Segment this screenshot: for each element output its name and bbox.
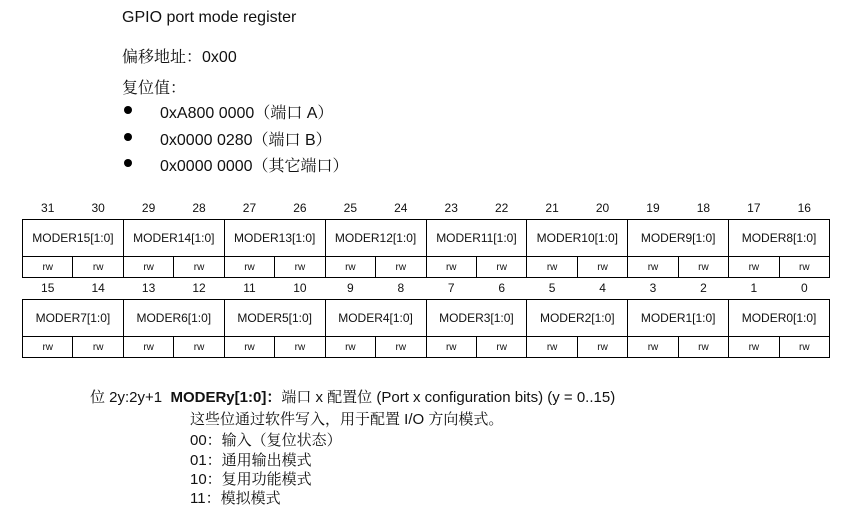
field-name: MODER3[1:0] <box>426 300 527 337</box>
access-type: rw <box>527 337 577 358</box>
reset-value-other-ports <box>160 153 349 176</box>
bit-number: 21 <box>545 201 559 215</box>
offset-address <box>122 44 237 67</box>
field-summary: 端口 x 配置位 (Port x configuration bits) (y = 0..15) <box>281 389 616 406</box>
bit-number: 7 <box>447 281 455 295</box>
reset-note: （其它端口） <box>252 158 349 175</box>
field-name: MODER4[1:0] <box>325 300 426 337</box>
access-type: rw <box>527 257 577 278</box>
access-type: rw <box>678 337 728 358</box>
bit-number: 1 <box>750 281 758 295</box>
access-type: rw <box>123 337 173 358</box>
bit-number: 25 <box>343 201 358 215</box>
bullet-icon <box>124 106 132 114</box>
access-type: rw <box>376 257 426 278</box>
reset-value: 0x0000 0280 <box>160 132 253 149</box>
access-type: rw <box>376 337 426 358</box>
bit-number: 4 <box>599 281 606 295</box>
field-name-bold: MODERy[1:0] <box>170 389 267 406</box>
field-name: MODER0[1:0] <box>729 300 830 337</box>
bit-number: 8 <box>397 281 405 295</box>
access-type: rw <box>174 257 224 278</box>
bit-number: 17 <box>747 201 761 215</box>
access-type: rw <box>275 257 325 278</box>
bit-number: 5 <box>548 281 556 295</box>
field-name: MODER1[1:0] <box>628 300 729 337</box>
field-colon: ： <box>266 389 282 406</box>
mode-option-output: 01：通用输出模式 <box>190 452 312 469</box>
access-type: rw <box>123 257 173 278</box>
bit-number: 6 <box>498 281 505 295</box>
bit-range: 位 2y:2y+1 <box>90 389 163 406</box>
field-name: MODER5[1:0] <box>224 300 325 337</box>
mode-option-input: 00：输入（复位状态） <box>190 432 342 449</box>
bullet-icon <box>124 133 132 141</box>
reset-value-port-a <box>160 100 333 123</box>
bit-number-row <box>23 197 830 220</box>
offset-label: 偏移地址： <box>122 49 203 66</box>
bit-number: 23 <box>444 201 458 215</box>
access-type: rw <box>174 337 224 358</box>
description-line: 这些位通过软件写入，用于配置 I/O 方向模式。 <box>190 411 504 428</box>
field-name: MODER15[1:0] <box>23 220 124 257</box>
bit-number-row <box>23 277 830 300</box>
field-name-row <box>23 300 830 337</box>
bit-number: 29 <box>141 201 156 215</box>
bit-number: 28 <box>192 201 206 215</box>
bullet-icon <box>124 159 132 167</box>
access-type: rw <box>325 337 375 358</box>
bit-number: 19 <box>646 201 660 215</box>
bit-number: 26 <box>293 201 307 215</box>
bit-number: 11 <box>243 281 256 295</box>
bit-number: 31 <box>41 201 55 215</box>
bit-number: 18 <box>696 201 711 215</box>
reset-value-port-b <box>160 127 332 150</box>
access-type: rw <box>23 257 73 278</box>
reset-note: （端口 A） <box>254 105 334 122</box>
register-table-lower <box>22 277 830 358</box>
access-row <box>23 257 830 278</box>
field-name: MODER2[1:0] <box>527 300 628 337</box>
access-type: rw <box>426 337 476 358</box>
bit-number: 15 <box>41 281 55 295</box>
field-name: MODER12[1:0] <box>325 220 426 257</box>
bit-number: 3 <box>649 281 657 295</box>
access-type: rw <box>628 337 678 358</box>
field-name: MODER7[1:0] <box>23 300 124 337</box>
bit-number: 30 <box>91 201 105 215</box>
bit-number: 10 <box>293 281 307 295</box>
access-type: rw <box>779 257 829 278</box>
offset-value: 0x00 <box>202 49 237 66</box>
field-name: MODER8[1:0] <box>729 220 830 257</box>
reset-note: （端口 B） <box>252 132 332 149</box>
access-type: rw <box>729 257 779 278</box>
reset-value-label: 复位值： <box>122 80 187 97</box>
bit-number: 2 <box>700 281 707 295</box>
register-title: GPIO port mode register <box>122 9 297 26</box>
mode-option-alternate: 10：复用功能模式 <box>190 471 312 488</box>
bit-number: 0 <box>800 281 808 295</box>
register-table-upper <box>22 197 830 278</box>
access-type: rw <box>678 257 728 278</box>
access-type: rw <box>476 257 526 278</box>
bit-number: 24 <box>394 201 408 215</box>
bit-number: 14 <box>91 281 105 295</box>
bit-number: 20 <box>595 201 610 215</box>
access-type: rw <box>275 337 325 358</box>
field-name: MODER14[1:0] <box>123 220 224 257</box>
field-name: MODER13[1:0] <box>224 220 325 257</box>
field-name: MODER10[1:0] <box>527 220 628 257</box>
access-type: rw <box>224 337 274 358</box>
access-type: rw <box>73 257 123 278</box>
bit-number: 16 <box>797 201 811 215</box>
field-name: MODER6[1:0] <box>123 300 224 337</box>
access-type: rw <box>577 337 627 358</box>
access-type: rw <box>426 257 476 278</box>
access-type: rw <box>476 337 526 358</box>
bit-number: 13 <box>141 281 156 295</box>
access-type: rw <box>325 257 375 278</box>
access-type: rw <box>224 257 274 278</box>
access-row <box>23 337 830 358</box>
access-type: rw <box>729 337 779 358</box>
reset-value: 0xA800 0000 <box>160 105 255 122</box>
bit-number: 22 <box>494 201 509 215</box>
access-type: rw <box>73 337 123 358</box>
field-description-heading <box>90 386 615 407</box>
bit-number: 12 <box>192 281 206 295</box>
reset-value: 0x0000 0000 <box>160 158 253 175</box>
access-type: rw <box>577 257 627 278</box>
field-name-row <box>23 220 830 257</box>
access-type: rw <box>628 257 678 278</box>
field-name: MODER11[1:0] <box>426 220 527 257</box>
bit-number: 9 <box>347 281 354 295</box>
bit-number: 27 <box>242 201 257 215</box>
access-type: rw <box>779 337 829 358</box>
mode-option-analog: 11：模拟模式 <box>190 490 281 507</box>
field-name: MODER9[1:0] <box>628 220 729 257</box>
access-type: rw <box>23 337 73 358</box>
